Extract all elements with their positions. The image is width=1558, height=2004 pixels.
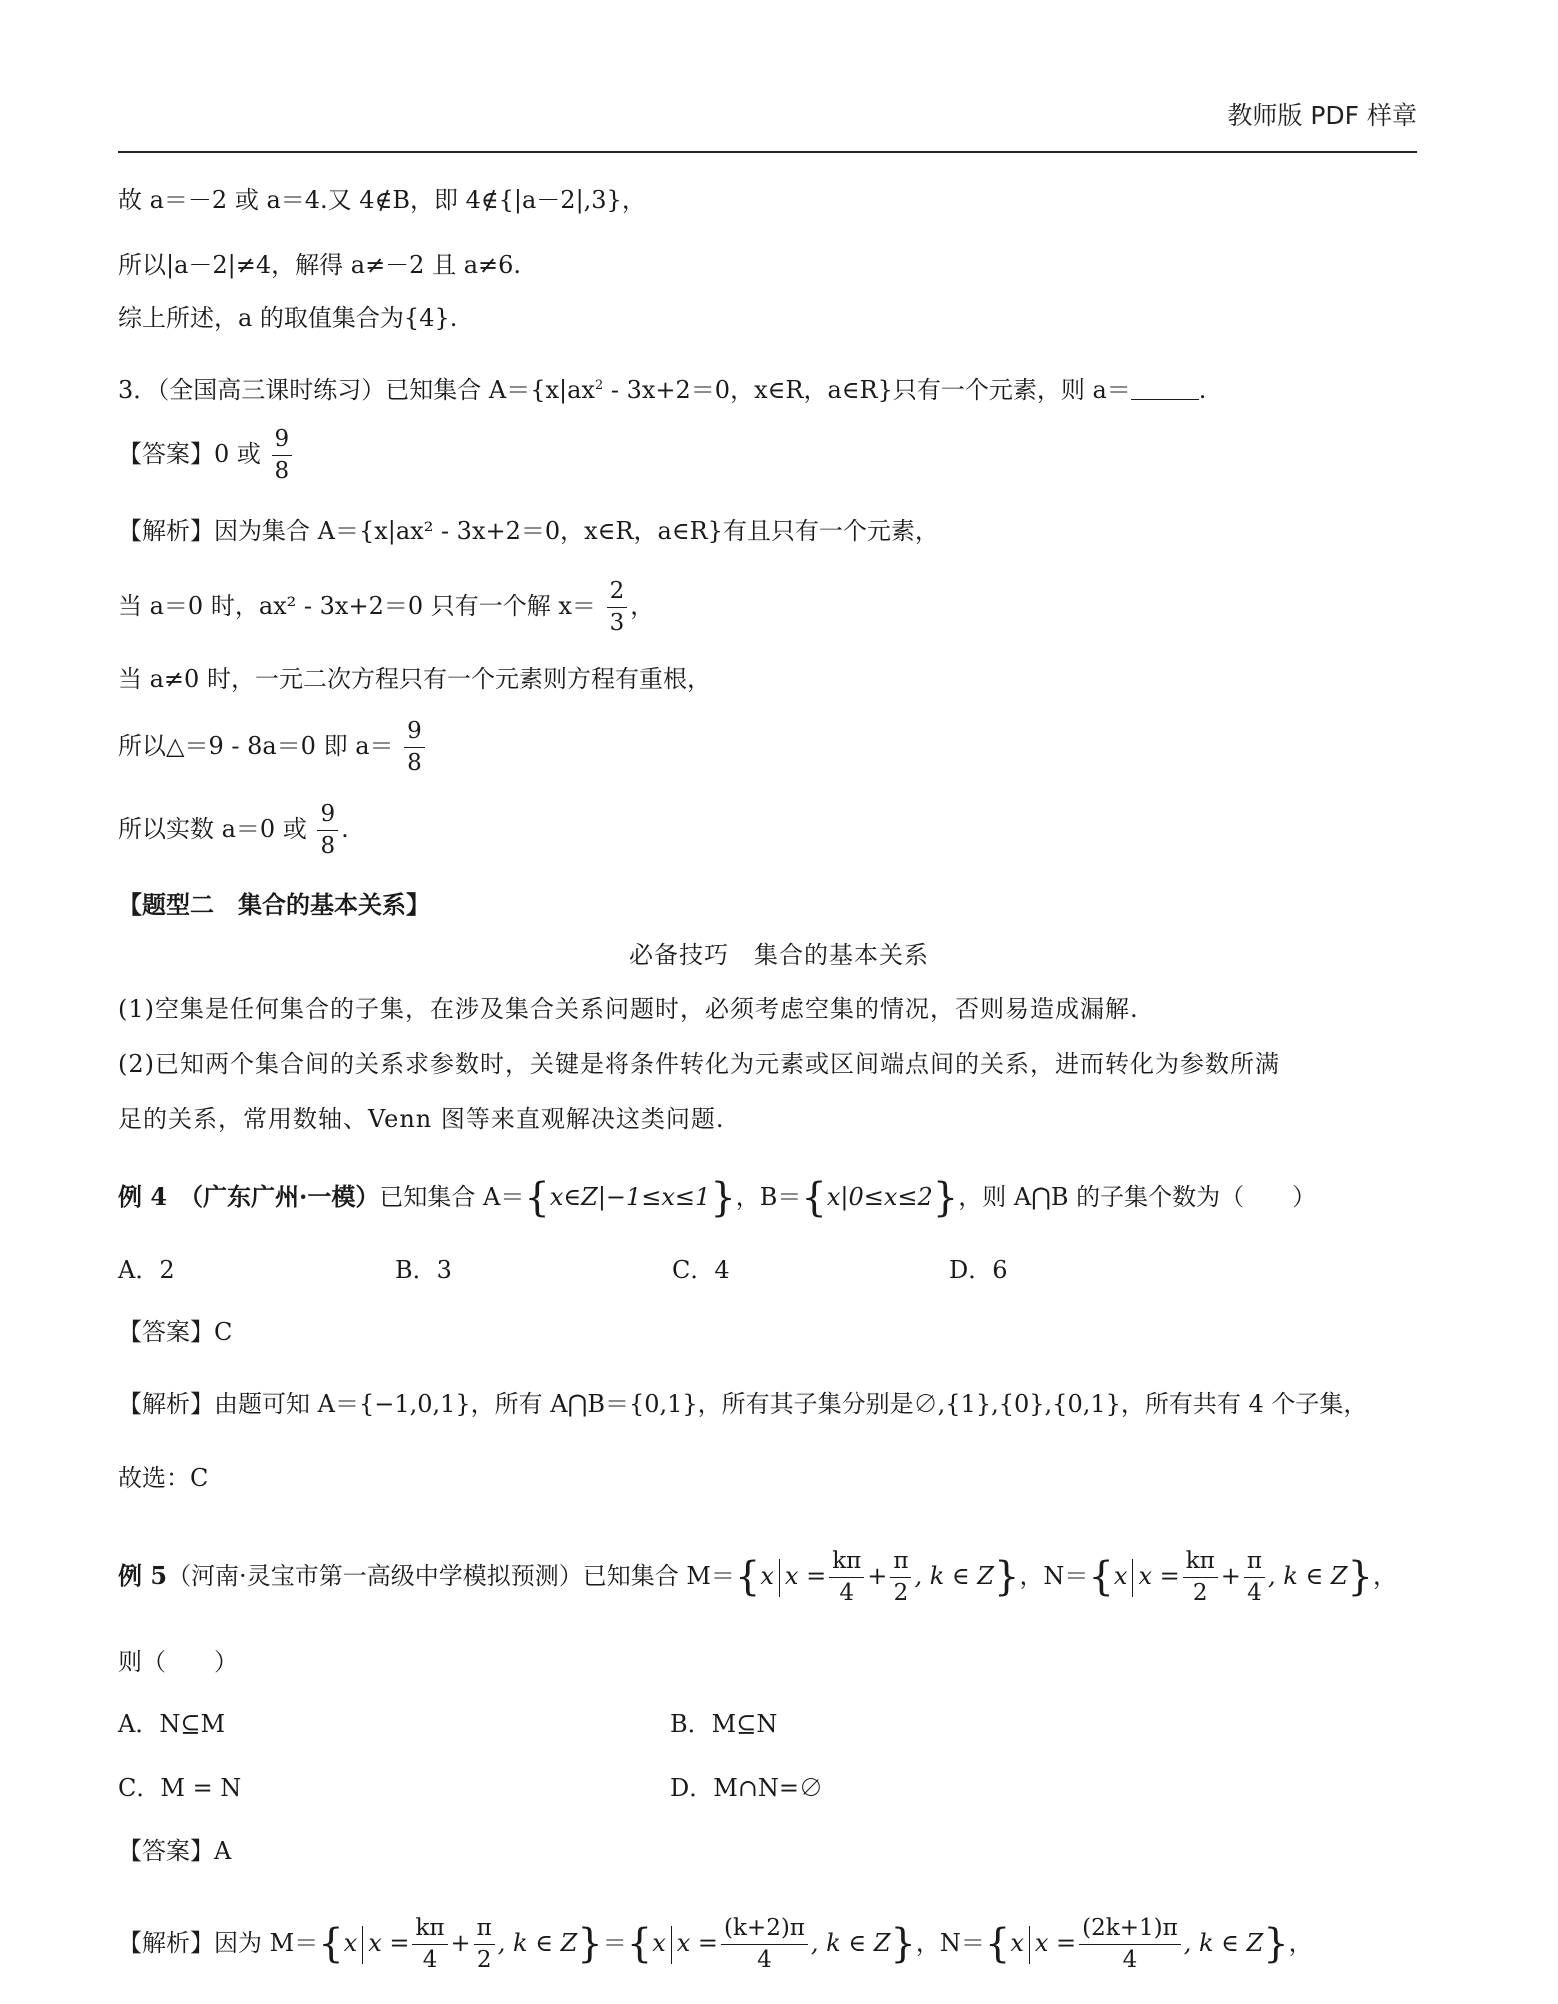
fraction: $\frac{(k+2)\pi}{4}$: [721, 1917, 808, 1972]
fraction: $\frac{k\pi}{4}$: [829, 1550, 864, 1605]
question-3: 3．（全国高三课时练习）已知集合 $A=\{x|ax^2 - 3x+2=0$，x∈R，a∈R}只有一个元素，则 a＝ .: [118, 376, 1207, 404]
skill-1: (1)空集是任何集合的子集，在涉及集合关系问题时，必须考虑空集的情况，否则易造成漏解.: [118, 995, 1139, 1023]
question-3-prefix: 3．（全国高三课时练习）已知集合 A＝{x|ax: [118, 376, 595, 404]
option-a: A．2: [118, 1256, 175, 1284]
case-a-nonzero: 当 a≠0 时，一元二次方程只有一个元素则方程有重根，: [118, 665, 711, 693]
answer-4: 【答案】C: [118, 1318, 233, 1346]
answer-3: [118, 428, 295, 483]
header-divider: [118, 151, 1417, 153]
fraction: $\frac{\pi}{2}$: [890, 1550, 911, 1605]
option-c: C．4: [672, 1256, 730, 1284]
option-d: D．6: [949, 1256, 1008, 1284]
option-b: B．M⊆N: [670, 1710, 778, 1738]
skill-2: (2)已知两个集合间的关系求参数时，关键是将条件转化为元素或区间端点间的关系，进而转化为参数所满: [118, 1050, 1280, 1078]
text-line: 故 a＝－2 或 a＝4.又 4∉B，即 4∉{|a－2|,3}，: [118, 186, 646, 214]
text-line: 综上所述，a 的取值集合为{4}.: [118, 304, 458, 332]
set-b: x|0≤x≤2: [826, 1183, 933, 1211]
analysis-4-conclusion: 故选：C: [118, 1464, 209, 1492]
option-a: A．N⊆M: [118, 1710, 226, 1738]
case-a-zero: 当 a＝0 时，ax² - 3x+2＝0 只有一个解 x＝ $\frac{2}{3}$ ，: [118, 578, 655, 636]
delta-line: 所以△＝9 - 8a＝0 即 a＝ $\frac{9}{8}$: [118, 720, 428, 775]
answer-3-text: 【答案】0 或: [118, 440, 261, 468]
fraction: $\frac{(2k+1)\pi}{4}$: [1079, 1917, 1181, 1972]
fraction: $\frac{k\pi}{4}$: [412, 1917, 447, 1972]
fraction: $\frac{9}{8}$: [317, 803, 338, 858]
page-header: 教师版 PDF 样章: [1227, 101, 1417, 130]
fraction: $\frac{2}{3}$: [607, 580, 628, 635]
example-5-label: 例 5: [118, 1561, 168, 1590]
fraction: $\frac{k\pi}{2}$: [1183, 1550, 1218, 1605]
question-3-suffix: - 3x+2＝0，x∈R，a∈R}只有一个元素，则 a＝: [603, 376, 1131, 404]
fraction: $\frac{\pi}{2}$: [474, 1917, 495, 1972]
option-d: D．M∩N=∅: [670, 1774, 824, 1802]
set-a: x∈Z|−1≤x≤1: [549, 1183, 711, 1211]
analysis-5: 【解析】因为 M＝{x x = $\frac{k\pi}{4}$ + $\frac{\pi}{2}$ , k ∈ Z}＝{x x = $\frac{(k+2)\pi}{4}$ , k ∈ Z}，N＝{x x = $\frac{(2k+1)\pi}{4}$ , k ∈ Z}，: [118, 1915, 1313, 1973]
text-line: 所以|a－2|≠4，解得 a≠－2 且 a≠6.: [118, 251, 522, 279]
analysis-3: 【解析】因为集合 A＝{x|ax² - 3x+2＝0，x∈R，a∈R}有且只有一个元素，: [118, 517, 939, 545]
fraction: $\frac{9}{8}$: [404, 720, 425, 775]
section-heading: 【题型二 集合的基本关系】: [118, 890, 430, 919]
skill-2-cont: 足的关系，常用数轴、Venn 图等来直观解决这类问题.: [118, 1105, 725, 1133]
fraction: $\frac{9}{8}$: [272, 428, 293, 483]
answer-blank: [1131, 377, 1199, 400]
example-5: 例 5（河南·灵宝市第一高级中学模拟预测）已知集合 M＝{x x = $\frac{k\pi}{4}$ + $\frac{\pi}{2}$ , k ∈ Z}，N＝{x x = $\frac{k\pi}{2}$ + $\frac{\pi}{4}$ , k ∈ Z}，: [118, 1548, 1397, 1606]
skills-title: 必备技巧 集合的基本关系: [629, 941, 929, 969]
example-5-then: 则（ ）: [118, 1648, 238, 1676]
fraction: $\frac{\pi}{4}$: [1244, 1550, 1265, 1605]
answer-5: 【答案】A: [118, 1837, 232, 1865]
example-4-label: 例 4 （广东广州·一模）: [118, 1182, 380, 1211]
example-4: 例 4 （广东广州·一模）已知集合 A＝{x∈Z|−1≤x≤1}，B＝{x|0≤x≤2}，则 A⋂B 的子集个数为（ ）: [118, 1175, 1317, 1221]
option-b: B．3: [395, 1256, 452, 1284]
question-3-end: .: [1198, 376, 1207, 404]
conclusion-line: 所以实数 a＝0 或 $\frac{9}{8}$ .: [118, 801, 349, 859]
option-c: C．M = N: [118, 1774, 242, 1802]
analysis-4: 【解析】由题可知 A＝{−1,0,1}，所有 A⋂B＝{0,1}，所有其子集分别是∅,{1},{0},{0,1}，所有共有 4 个子集，: [118, 1390, 1368, 1418]
